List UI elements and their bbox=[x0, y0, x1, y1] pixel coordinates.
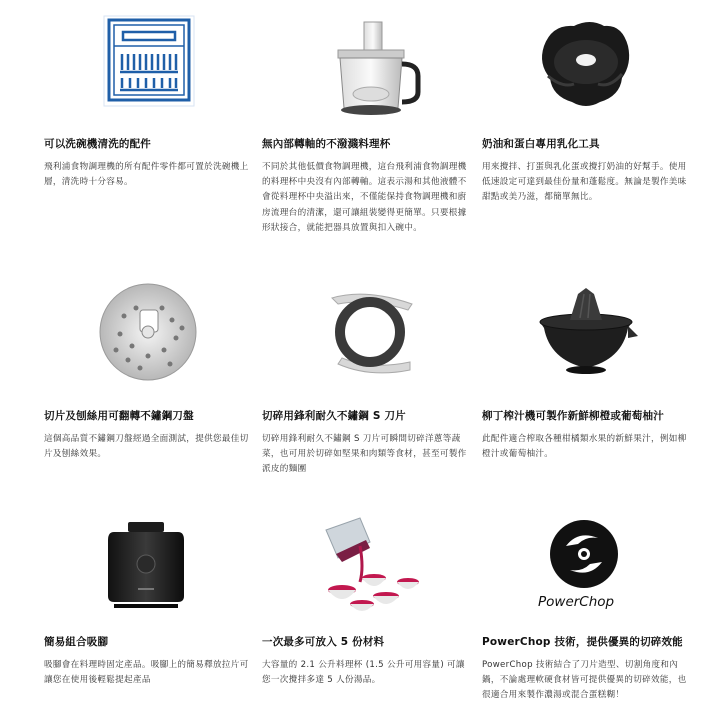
feature-card bbox=[262, 508, 474, 698]
feature-card bbox=[262, 12, 474, 252]
dishwasher-safe-icon bbox=[44, 12, 256, 124]
slicing-disc-image bbox=[44, 280, 256, 392]
blender-jug-image bbox=[262, 12, 474, 124]
feature-card bbox=[482, 280, 694, 470]
feature-title: 可以洗碗機清洗的配件 bbox=[44, 138, 151, 150]
powerchop-logo-icon bbox=[482, 508, 694, 620]
feature-description: 大容量的 2.1 公升料理杯 (1.5 公升可用容量) 可讓您一次攪拌多達 5 人份湯品。 bbox=[262, 660, 465, 686]
feature-description: 飛利浦食物調理機的所有配件零件都可置於洗碗機上層，清洗時十分容易。 bbox=[44, 162, 249, 188]
feature-description: 用來攪拌、打蛋與乳化蛋或攪打奶油的好幫手。使用低速設定可達到最佳份量和蓬鬆度。無論是製作美味甜點或美乃滋，都簡單無比。 bbox=[482, 162, 687, 203]
citrus-press-image bbox=[482, 280, 694, 392]
emulsifying-disc-image bbox=[482, 12, 694, 124]
feature-description: 吸腳會在料理時固定產品。吸腳上的簡易釋放拉片可讓您在使用後輕鬆提起產品 bbox=[44, 660, 249, 686]
powerchop-logo-text: PowerChop bbox=[538, 594, 615, 610]
feature-card bbox=[44, 280, 256, 470]
feature-title: PowerChop 技術，提供優異的切碎效能 bbox=[482, 636, 683, 648]
feature-description: PowerChop 技術結合了刀片造型、切割角度和內鍋，不論處理軟硬食材皆可提供優異的切碎效能，也很適合用來製作濃湯或混合蛋糕糊！ bbox=[482, 660, 687, 701]
feature-card bbox=[44, 12, 256, 192]
feature-description: 此配件適合榨取各種柑橘類水果的新鮮果汁，例如柳橙汁或葡萄柚汁。 bbox=[482, 434, 687, 460]
feature-description: 不同於其他低價食物調理機，這台飛利浦食物調理機的料理杯中央沒有內部轉軸。這表示湯和其他液體不會從料理杯中央溢出來，不僅能保持食物調理機和廚房流理台的清潔，還可讓組裝變得更簡單。只要根據形狀接合，就能把器具放置與扣入碗中。 bbox=[262, 162, 467, 233]
feature-card bbox=[482, 12, 694, 212]
feature-title: 簡易組合吸腳 bbox=[44, 636, 109, 648]
feature-card bbox=[44, 508, 256, 698]
pouring-soup-image bbox=[262, 508, 474, 620]
feature-card bbox=[482, 508, 694, 708]
s-blade-image bbox=[262, 280, 474, 392]
feature-title: 切片及刨絲用可翻轉不鏽鋼刀盤 bbox=[44, 410, 194, 422]
food-processor-base-image bbox=[44, 508, 256, 620]
feature-title: 一次最多可放入 5 份材料 bbox=[262, 636, 385, 648]
feature-card bbox=[262, 280, 474, 490]
feature-title: 柳丁榨汁機可製作新鮮柳橙或葡萄柚汁 bbox=[482, 410, 664, 422]
feature-title: 無內部轉軸的不潑濺料理杯 bbox=[262, 138, 391, 150]
feature-title: 奶油和蛋白專用乳化工具 bbox=[482, 138, 600, 150]
feature-description: 切碎用鋒利耐久不鏽鋼 S 刀片可瞬間切碎洋蔥等蔬菜，也可用於切碎如堅果和肉類等食材，甚至可製作派皮的麵團 bbox=[262, 434, 467, 475]
feature-title: 切碎用鋒利耐久不鏽鋼 S 刀片 bbox=[262, 410, 406, 422]
feature-description: 這個高品質不鏽鋼刀盤經過全面測試，提供您最佳切片及刨絲效果。 bbox=[44, 434, 249, 460]
